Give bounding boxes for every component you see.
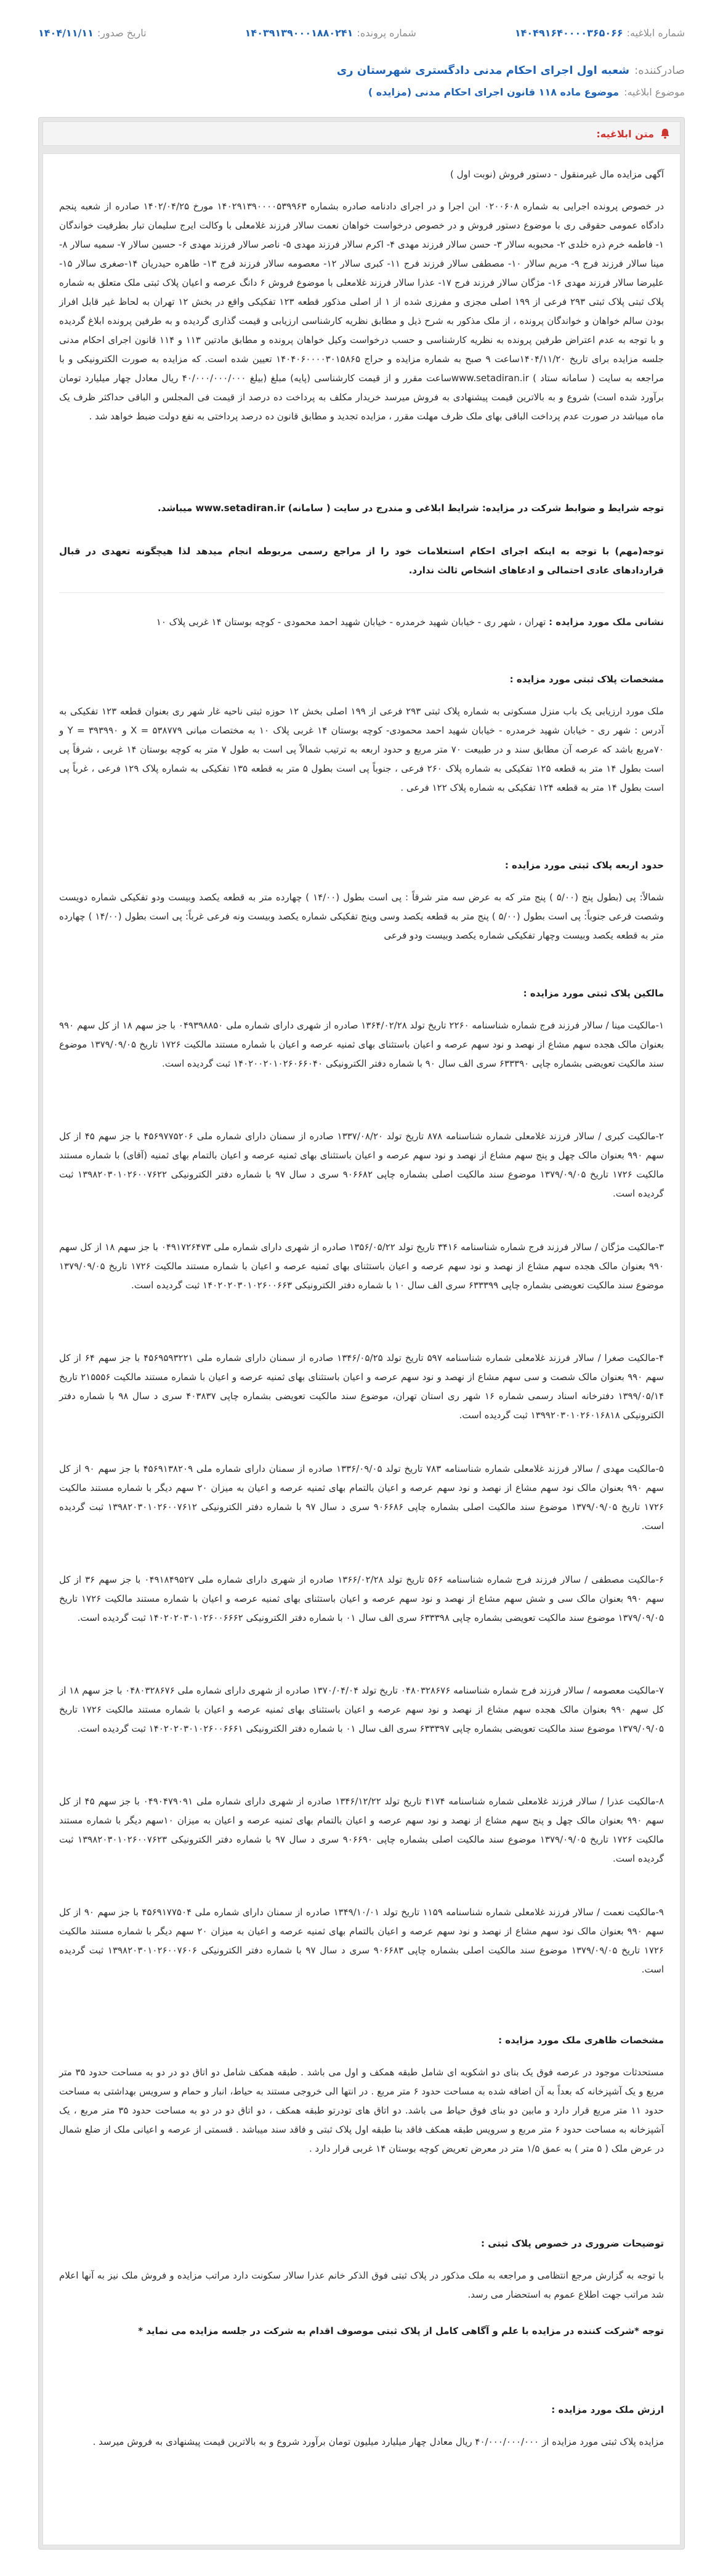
owner-item: ۲-مالکیت کبری / سالار فرزند غلامعلی شماره شناسنامه ۸۷۸ تاریخ تولد ۱۳۳۷/۰۸/۲۰ صادره از سمنان دارای شماره ملی ۴۵۶۹۷۷۵۲۰۶ با جز سهم ۴۵ از کل سهم ۹۹۰ بعنوان مالک چهل و پنج سهم مشاع از نهصد و نود سهم عرصه و اعیان باستثنای بهای ثمنیه عرصه و اعیان بالتمام بهای ثمنیه (آقای) با شماره مستند مالکیت ۱۷۲۶ تاریخ ۱۳۷۹/۰۹/۰۵ موضوع سند مالکیت اصلی بشماره چاپی ۹۰۶۶۸۲ سری د سال ۹۷ با شماره دفتر الکترونیکی ۱۳۹۸۲۰۳۰۱۰۲۶۰۰۷۶۲۲ ثبت گردیده است. <box>59 1131 664 1199</box>
address-value: تهران ، شهر ری - خیابان شهید خرمدره - خیابان شهید احمد محمودی - کوچه بوستان ۱۴ غربی پلاک ۱۰ <box>156 616 546 628</box>
property-value: مزایده پلاک ثبتی مورد مزایده از ۴۰/۰۰۰/۰۰۰/۰۰۰ ریال معادل چهار میلیارد میلیون تومان برآورد شروع و به بالاترین قیمت پیشنهادی به فروش میرسد . <box>92 2436 664 2447</box>
notice-number <box>515 27 685 42</box>
notes: با توجه به گزارش مرجع انتظامی و مراجعه به ملک مذکور در پلاک ثبتی فوق الذکر خانم عذرا سالار سکونت دارد مراتب مزایده و فروش ملک نیز به آنها اعلام شد مراتب جهت اطلاع عموم به استحضار می رسد. <box>59 2270 664 2300</box>
owner-item: ۱-مالکیت مینا / سالار فرزند فرج شماره شناسنامه ۲۲۶۰ تاریخ تولد ۱۳۶۴/۰۲/۲۸ صادره از شهری دارای شماره ملی ۰۴۹۳۹۸۸۵۰ با جز سهم ۱۸ از کل سهم ۹۹۰ بعنوان مالک هجده سهم مشاع از نهصد و نود سهم عرصه و اعیان باستثنای بهای ثمنیه عرصه و اعیان با شماره مستند مالکیت ۱۷۲۶ تاریخ ۱۳۷۹/۰۹/۰۵ موضوع سند مالکیت تعویضی بشماره چاپی ۶۳۳۳۹۰ سری الف سال ۹۰ با شماره دفتر الکترونیکی ۱۴۰۲۰۰۲۰۱۰۲۶۰۶۶۰۴۰ ثبت گردیده است. <box>59 1020 664 1069</box>
owner-item: ۸-مالکیت عذرا / سالار فرزند غلامعلی شماره شناسنامه ۴۱۷۴ تاریخ تولد ۱۳۴۶/۱۲/۲۲ صادره از شهری دارای شماره ملی ۰۴۹۰۴۷۹۰۹۱ با جز سهم ۴۵ از کل سهم ۹۹۰ بعنوان مالک چهل و پنج سهم مشاع از نهصد و نود سهم عرصه و اعیان بالتمام بهای ثمنیه عرصه و اعیان به میزان ۱۰سهم دیگر با شماره مستند مالکیت ۱۷۲۶ تاریخ ۱۳۷۹/۰۹/۰۵ موضوع سند مالکیت اصلی بشماره چاپی ۹۰۶۶۹۰ سری د سال ۹۷ با شماره دفتر الکترونیکی ۱۳۹۸۲۰۳۰۱۰۲۶۰۰۷۶۲۳ ثبت گردیده است. <box>59 1796 664 1864</box>
physical-specs: مستحدثات موجود در عرصه فوق یک بنای دو اشکوبه ای شامل طبقه همکف و اول می باشد . طبقه همکف شامل دو اتاق دو در دو به مساحت حدود ۳۵ متر مربع و یک آشپزخانه که بعداً به آن اضافه شده به مساحت حدود ۶ متر مربع . در انتها الی خروجی مستند به حیاط، انبار و حمام و سرویس بهداشتی به مساحت حدود ۱۱ متر مربع قرار دارد و مابین دو بنای فوق حیاط می باشد. دو اتاق های تودرتو طبقه همکف ، دو اتاق دو در دو به مساحت حدود ۳۵ متر مربع ، یک آشپزخانه به مساحت حدود ۶ متر مربع و سرویس طبقه همکف فاقد بنا طبقه اول پلاک ثبتی و فاقد سند میباشد . قسمتی از عرصه و اعیانی ملک از ضلع شمال در عرض ملک ( ۵ متر ) به عمق ۱/۵ متر در معرض تعریض کوچه بوستان ۱۴ غربی قرار دارد . <box>59 2067 664 2154</box>
property-specs: ملک مورد ارزیابی یک باب منزل مسکونی به شماره پلاک ثبتی ۲۹۳ فرعی از ۱۹۹ اصلی بخش ۱۲ حوزه ثبتی ناحیه غار شهر ری بعنوان قطعه ۱۲۳ تفکیکی به آدرس : شهر ری - خیابان شهید خرمدره - خیابان شهید احمد محمودی- کوچه بوستان ۱۴ غربی پلاک ۱۰ به مختصات مبانی ۵۳۸۷۷۹ = X و ۳۹۳۹۹۰ = Y و ۷۰مربع باشد که عرصه آن مطابق سند و در طبیعت ۷۰ متر مربع و حدود اربعه به ترتیب شمالاً پی است به طول ۷ متر به کوچه بوستان ۱۴ غربی ، شرقاً پی است بطول ۱۴ متر به قطعه ۱۲۵ تفکیکی به شماره پلاک ۲۶۰ فرعی ، جنوباً پی است بطول ۵ متر به قطعه ۱۳۵ تفکیکی به شماره پلاک ۱۲۹ فرعی ، غرباً پی است بطول ۱۴ متر به قطعه ۱۲۴ تفکیکی به شماره پلاک ۱۲۲ فرعی . <box>59 706 664 793</box>
notice-number-value: ۱۴۰۴۹۱۶۴۰۰۰۰۳۶۵۰۶۶ <box>514 27 623 39</box>
notice-header <box>0 0 723 114</box>
property-address <box>59 613 664 632</box>
boundaries-title: حدود اربعه پلاک ثبتی مورد مزایده : <box>504 860 664 871</box>
auction-heading: آگهی مزایده مال غیرمنقول - دستور فروش (نوبت اول ) <box>450 169 664 180</box>
subject-label: موضوع ابلاغیه: <box>624 86 685 98</box>
notice-meta-row <box>38 27 685 42</box>
notice-panel <box>38 117 685 2550</box>
panel-header <box>42 121 681 146</box>
panel-title: متن ابلاغیه: <box>596 127 654 140</box>
file-number-label: شماره پرونده: <box>357 27 416 39</box>
notice-body <box>42 153 681 2545</box>
issuer-label: صادرکننده: <box>634 64 685 77</box>
owner-item: ۵-مالکیت مهدی / سالار فرزند غلامعلی شماره شناسنامه ۷۸۳ تاریخ تولد ۱۳۳۶/۰۹/۰۵ صادره از سمنان دارای شماره ملی ۴۵۶۹۱۳۸۲۰۹ با جز سهم ۹۰ از کل سهم ۹۹۰ بعنوان مالک نود سهم مشاع از نهصد و نود سهم عرصه و اعیان بالتمام بهای ثمنیه عرصه و اعیان به میزان ۲۰ سهم دیگر با شماره مستند مالکیت ۱۷۲۶ تاریخ ۱۳۷۹/۰۹/۰۵ موضوع سند مالکیت اصلی بشماره چاپی ۹۰۶۶۸۶ سری د سال ۹۷ با شماره دفتر الکترونیکی ۱۳۹۸۲۰۳۰۱۰۲۶۰۰۷۶۱۲ ثبت گردیده است. <box>59 1463 664 1532</box>
boundaries: شمالاً: پی (بطول پنج (۵/۰۰ ) پنج متر که به عرض سه متر شرقاً : پی است بطول (۱۴/۰۰ ) چهارده متر به قطعه یکصد وبیست ودو تفکیکی شماره دویست وشصت فرعی جنوباً: پی است بطول (۵/۰۰ ) پنج متر به قطعه یکصد وسی وپنج تفکیکی شماره یکصد وبیست ونه فرعی غرباً: پی است بطول (۱۴/۰۰ ) چهارده متر به قطعه یکصد وبیست وچهار تفکیکی شماره یکصد وبیست ودو فرعی <box>59 892 664 941</box>
owners-title: مالکین پلاک ثبتی مورد مزایده : <box>523 988 664 999</box>
owner-item: ۳-مالکیت مژگان / سالار فرزند فرج شماره شناسنامه ۳۴۱۶ تاریخ تولد ۱۳۵۶/۰۵/۲۲ صادره از شهری دارای شماره ملی ۰۴۹۱۷۲۶۴۷۳ با جز سهم ۱۸ از کل سهم ۹۹۰ بعنوان مالک هجده سهم مشاع از نهصد و نود سهم عرصه و اعیان باستثنای بهای ثمنیه عرصه و اعیان با شماره مستند مالکیت ۱۷۲۶ تاریخ ۱۳۷۹/۰۹/۰۵ موضوع سند مالکیت تعویضی بشماره چاپی ۶۳۳۳۹۹ سری الف سال ۱۰ با شماره دفتر الکترونیکی ۱۴۰۲۰۲۰۳۰۱۰۲۶۰۰۶۶۳ ثبت گردیده است. <box>59 1242 664 1291</box>
bidder-notice: توجه *شرکت کننده در مزایده با علم و آگاهی کامل از پلاک ثبتی موصوف اقدام به شرکت در جلسه مزایده می نماید * <box>138 2325 664 2336</box>
owner-item: ۹-مالکیت نعمت / سالار فرزند غلامعلی شماره شناسنامه ۱۱۵۹ تاریخ تولد ۱۳۴۹/۱۰/۰۱ صادره از سمنان دارای شماره ملی ۴۵۶۹۱۷۷۵۰۴ با جز سهم ۹۰ از کل سهم ۹۹۰ بعنوان مالک نود سهم مشاع از نهصد و نود سهم عرصه و اعیان بالتمام بهای ثمنیه عرصه و اعیان به میزان ۲۰ سهم دیگر با شماره مستند مالکیت ۱۷۲۶ تاریخ ۱۳۷۹/۰۹/۰۵ موضوع سند مالکیت اصلی بشماره چاپی ۹۰۶۶۸۳ سری د سال ۹۷ با شماره دفتر الکترونیکی ۱۳۹۸۲۰۳۰۱۰۲۶۰۰۷۶۰۶ ثبت گردیده است. <box>59 1907 664 1975</box>
important-notice: توجه(مهم) با توجه به اینکه اجرای احکام استعلامات خود را از مراجع رسمی مربوطه انجام میدهد لذا هیچگونه تعهدی در قبال قراردادهای عادی احتمالی و ادعاهای اشخاص ثالث ندارد. <box>59 546 664 576</box>
subject-value: موضوع ماده ۱۱۸ قانون اجرای احکام مدنی (مزایده ) <box>368 86 620 98</box>
file-number <box>245 27 416 42</box>
issue-date <box>38 27 147 42</box>
divider <box>59 592 664 593</box>
owner-item: ۶-مالکیت مصطفی / سالار فرزند فرج شماره شناسنامه ۵۶۶ تاریخ تولد ۱۳۶۶/۰۲/۲۸ صادره از شهری دارای شماره ملی ۰۴۹۱۸۴۹۵۲۷ با جز سهم ۳۶ از کل سهم ۹۹۰ بعنوان مالک سی و شش سهم مشاع از نهصد و نود سهم عرصه و اعیان باستثنای بهای ثمنیه عرصه و اعیان با شماره مستند مالکیت ۱۷۲۶ تاریخ ۱۳۷۹/۰۹/۰۵ موضوع سند مالکیت تعویضی بشماره چاپی ۶۳۳۳۹۸ سری الف سال ۰۱ با شماره دفتر الکترونیکی ۱۴۰۲۰۲۰۳۰۱۰۲۶۰۰۶۶۶۲ ثبت گردیده است. <box>59 1574 664 1623</box>
file-number-value: ۱۴۰۳۹۱۳۹۰۰۰۱۸۸۰۲۴۱ <box>244 27 353 39</box>
issuer-row <box>337 64 685 77</box>
value-title: ارزش ملک مورد مزایده : <box>551 2404 664 2415</box>
issue-date-label: تاریخ صدور: <box>97 27 147 39</box>
owner-item: ۷-مالکیت معصومه / سالار فرزند فرج شماره شناسنامه ۰۴۸۰۳۲۸۶۷۶ تاریخ تولد ۱۳۷۰/۰۴/۰۴ صادره از شهری دارای شماره ملی ۰۴۸۰۳۲۸۶۷۶ با جز سهم ۱۸ از کل سهم ۹۹۰ بعنوان مالک هجده سهم مشاع از نهصد و نود سهم عرصه و اعیان باستثنای بهای ثمنیه عرصه و اعیان با شماره مستند مالکیت ۱۷۲۶ تاریخ ۱۳۷۹/۰۹/۰۵ موضوع سند مالکیت تعویضی بشماره چاپی ۶۳۳۳۹۷ سری الف سال ۰۱ با شماره دفتر الکترونیکی ۱۴۰۲۰۲۰۳۰۱۰۲۶۰۰۶۶۶۱ ثبت گردیده است. <box>59 1685 664 1734</box>
physical-specs-title: مشخصات ظاهری ملک مورد مزایده : <box>498 2035 664 2046</box>
property-specs-title: مشخصات پلاک ثبتی مورد مزایده : <box>509 674 664 685</box>
issue-date-value: ۱۴۰۴/۱۱/۱۱ <box>38 27 94 39</box>
notes-title: توضیحات ضروری در خصوص پلاک ثبتی : <box>481 2238 664 2249</box>
auction-conditions: توجه شرایط و ضوابط شرکت در مزایده: شرایط ابلاغی و مندرج در سایت ( سامانه) www.setadiran.ir میباشد. <box>157 503 664 514</box>
bell-icon <box>659 127 671 140</box>
address-label: نشانی ملک مورد مزایده : <box>549 616 664 628</box>
issuer-value: شعبه اول اجرای احکام مدنی دادگستری شهرستان ری <box>336 64 630 77</box>
notice-number-label: شماره ابلاغیه: <box>626 27 685 39</box>
subject-row <box>368 86 685 98</box>
owner-item: ۴-مالکیت صغرا / سالار فرزند غلامعلی شماره شناسنامه ۵۹۷ تاریخ تولد ۱۳۴۶/۰۵/۲۵ صادره از سمنان دارای شماره ملی ۴۵۶۹۵۹۳۲۲۱ با جز سهم ۶۴ از کل سهم ۹۹۰ بعنوان مالک شصت و سی سهم مشاع از نهصد و نود سهم عرصه و اعیان باستثنای بهای ثمنیه عرصه و اعیان با شماره مستند مالکیت ۲۱۵۵۵۶ تاریخ ۱۳۹۹/۰۵/۱۴ دفترخانه اسناد رسمی شماره ۱۶ شهر ری استان تهران، موضوع سند مالکیت تعویضی بشماره چاپی ۴۰۳۸۳۷ سری د سال ۹۸ با شماره دفتر الکترونیکی ۱۳۹۹۲۰۳۰۱۰۲۶۰۱۶۸۱۸ ثبت گردیده است. <box>59 1352 664 1421</box>
auction-description: در خصوص پرونده اجرایی به شماره ۰۲۰۰۶۰۸ ابن اجرا و در اجرای دادنامه صادره بشماره ۱۴۰۲۹۱۳۹۰۰۰۰۵۳۹۹۶۳ مورخ ۱۴۰۲/۰۴/۲۵ صادره از شعبه پنجم دادگاه عمومی حقوقی ری با موضوع دستور فروش و در خصوص درخواست خواهان نعمت سالار فرزند غلامعلی با وکالت ایرج سلیمان تبار بطرفیت خواندگان ۱- فاطمه خرم ذره خلدی ۲- محبوبه سالار ۳- حسن سالار فرزند مهدی ۴- اکرم سالار فرزند مهدی ۵- ناصر سالار فرزند مهدی ۶- حسین سالار ۷- سمیه سالار ۸- مینا سالار فرزند فرج ۹- مریم سالار ۱۰- مصطفی سالار فرزند فرج ۱۱- کبری سالار ۱۲- معصومه سالار فرزند فرج ۱۳- طاهره حیدریان ۱۴-صغری سالار ۱۵- علیرضا سالار فرزند مهدی ۱۶- مژگان سالار فرزند فرج ۱۷- عذرا سالار فرزند غلامعلی با موضوع فروش ۶ دانگ عرصه و اعیان پلاک ثبتی ملک متعلق به شماره پلاک ثبتی پلاک ثبتی ۲۹۳ فرعی از ۱۹۹ اصلی مجزی و مفرزی شده از ۱ از اصلی مذکور قطعه ۱۲۳ تفکیکی واقع در بخش ۱۲ تهران به لحاظ غیر قابل افراز بودن سالم خواهان و خواندگان پرونده ، از ملک مذکور به شرح ذیل و مطابق نظریه کارشناسی ارزیابی و قیمت گذاری گردیده و به طرفین پرونده ابلاغ گردیده و با توجه به عدم اعتراض طرفین پرونده به نظریه کارشناسی و حسب درخواست وکیل خواهان پرونده و مطابق مادتین ۱۱۳ و ۱۱۴ قانون اجرای احکام مدنی جلسه مزایده برای تاریخ ۱۴۰۴/۱۱/۲۰ساعت ۹ صبح به شماره مزایده و حراج ۱۴۰۴۰۶۰۰۰۰۳۰۱۵۸۶۵ تعیین شده است. که مزایده به صورت الکترونیکی و با مراجعه به سایت ( سامانه ستاد ) www.setadiran.irساعت مقرر و از قیمت کارشناسی (پایه) مبلغ (بیلغ ۴۰/۰۰۰/۰۰۰/۰۰۰ ریال معادل چهار میلیارد تومان برآورد شده است) شروع و به بالاترین قیمت پیشنهادی به فروش میرسد خریدار مکلف به پرداخت ده درصد از قیمت فی المجلس و الباقی حداکثر ظرف یک ماه میباشد در صورت عدم پرداخت الباقی بهای ملک ظرف مهلت مقرر ، مزایده تجدید و مطابق قانون ده درصد پرداختی به نفع دولت ضبط خواهد شد . <box>59 201 664 422</box>
